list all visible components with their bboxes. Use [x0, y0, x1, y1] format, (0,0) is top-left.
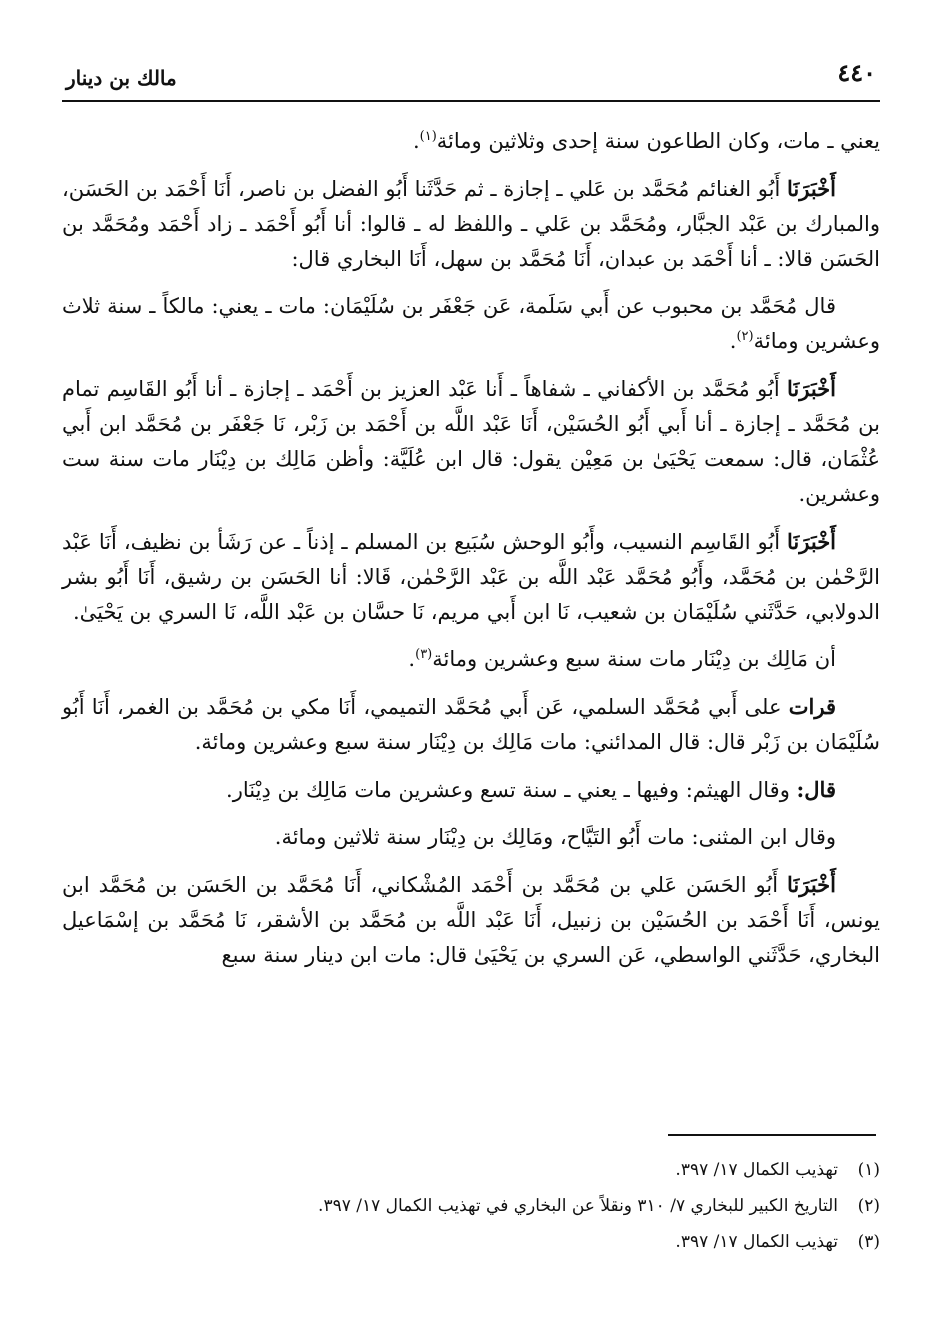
- paragraph-text: أَبُو الغنائم مُحَمَّد بن عَلي ـ إجازة ـ ثم حَدَّثَنا أَبُو الفضل بن ناصر، أَنَا أَحْمَد بن الحَسَن، والمبارك بن عَبْد الجبَّار، ومُحَمَّد بن عَلي ـ واللفظ له ـ قالوا: أنا أَبُو أَحْمَد ـ زاد أَحْمَد ومُحَمَّد بن الحَسَن قالا: ـ أنا أَحْمَد بن عبدان، أَنَا مُحَمَّد بن سهل، أَنَا البخاري قال:: [62, 177, 880, 271]
- footnote-number: (٣): [857, 1232, 880, 1252]
- footnote-3: [62, 1224, 880, 1260]
- paragraph-lead: قال:: [796, 777, 836, 802]
- paragraph-10: [62, 867, 880, 973]
- footnote-ref-3: (٣): [415, 647, 433, 662]
- paragraph-text: أَبُو مُحَمَّد بن الأكفاني ـ شفاهاً ـ أَنا عَبْد العزيز بن أَحْمَد ـ إجازة ـ أنا أَبُو القَاسِم تمام بن مُحَمَّد ـ إجازة ـ أنا أَبي أَبُو الحُسَيْن، أَنَا عَبْد اللَّه بن أَحْمَد بن زَبْر، نَا جَعْفَر بن مُحَمَّد ابن أَبي عُثْمَان، قال: سمعت يَحْيَىٰ بن مَعِيْن يقول: قال ابن عُلَيَّة: وأظن مَالِك بن دِيْنَار مات سنة ست وعشرين.: [62, 377, 880, 506]
- paragraph-4: [62, 371, 880, 512]
- paragraph-text: يعني ـ مات، وكان الطاعون سنة إحدى وثلاثين ومائة: [436, 129, 880, 153]
- paragraph-7: [62, 689, 880, 760]
- footnote-number: (٢): [857, 1196, 880, 1216]
- footnote-ref-2: (٢): [736, 329, 754, 344]
- main-text: [62, 124, 880, 973]
- footnote-text: التاريخ الكبير للبخاري ٧/ ٣١٠ ونقلاً عن البخاري في تهذيب الكمال ١٧/ ٣٩٧.: [318, 1196, 838, 1216]
- paragraph-end: .: [408, 647, 416, 671]
- page-header: [62, 56, 880, 102]
- footnote-divider: [668, 1134, 876, 1136]
- page-number: ٤٤٠: [837, 58, 876, 87]
- paragraph-2: [62, 171, 880, 277]
- paragraph-5: [62, 524, 880, 630]
- paragraph-lead: أَخْبَرَنَا: [787, 529, 837, 554]
- paragraph-lead: أَخْبَرَنَا: [787, 872, 836, 897]
- paragraph-6: [62, 642, 880, 677]
- footnote-2: [62, 1188, 880, 1224]
- running-title: مالك بن دينار: [66, 66, 177, 90]
- paragraph-1: [62, 124, 880, 159]
- footnote-text: تهذيب الكمال ١٧/ ٣٩٧.: [675, 1160, 838, 1180]
- footnotes: [62, 1152, 880, 1260]
- paragraph-lead: قرات: [788, 694, 836, 719]
- footnote-ref-1: (١): [419, 129, 437, 144]
- paragraph-text: أن مَالِك بن دِيْنَار مات سنة سبع وعشرين ومائة: [432, 647, 836, 671]
- footnote-1: [62, 1152, 880, 1188]
- footnote-text: تهذيب الكمال ١٧/ ٣٩٧.: [675, 1232, 838, 1252]
- paragraph-lead: أَخْبَرَنَا: [787, 176, 836, 201]
- paragraph-text: على أَبي مُحَمَّد السلمي، عَن أَبي مُحَمَّد التميمي، أَنَا مكي بن مُحَمَّد بن الغمر، أَنَا أَبُو سُلَيْمَان بن زَبْر قال: قال المدائني: مات مَالِك بن دِيْنَار سنة سبع وعشرين ومائة.: [62, 695, 880, 754]
- book-page: [62, 56, 880, 1296]
- paragraph-text: أَبُو الحَسَن عَلي بن مُحَمَّد بن أَحْمَد المُشْكاني، أَنَا مُحَمَّد بن الحَسَن بن مُحَمَّد ابن يونس، أَنَا أَحْمَد بن الحُسَيْن بن زنبيل، أَنَا عَبْد اللَّه بن مُحَمَّد بن الأشقر، نَا مُحَمَّد بن إسْمَاعيل البخاري، حَدَّثَني الواسطي، عَن السري بن يَحْيَىٰ قال: مات ابن دينار سنة سبع: [62, 873, 880, 967]
- paragraph-end: .: [729, 329, 737, 353]
- paragraph-text: وقال ابن المثنى: مات أَبُو التَيَّاح، ومَالِك بن دِيْنَار سنة ثلاثين ومائة.: [274, 825, 836, 849]
- paragraph-3: [62, 289, 880, 359]
- paragraph-lead: أَخْبَرَنَا: [787, 376, 836, 401]
- paragraph-text: وقال الهيثم: وفيها ـ يعني ـ سنة تسع وعشرين مات مَالِك بن دِيْنَار.: [226, 778, 790, 802]
- paragraph-text: أَبُو القَاسِم النسيب، وأَبُو الوحش سُبَيع بن المسلم ـ إذناً ـ عن رَشَأ بن نظيف، أَنَا عَبْد الرَّحْمٰن بن مُحَمَّد، وأَبُو مُحَمَّد عَبْد اللَّه بن عَبْد الرَّحْمٰن، قَالا: أنا الحَسَن بن رشيق، أَنَا أَبُو بشر الدولابي، حَدَّثَني سُلَيْمَان بن شعيب، نَا ابن أَبي مريم، نَا حسَّان بن عَبْد اللَّه، نَا السري بن يَحْيَىٰ.: [62, 530, 880, 624]
- paragraph-end: .: [412, 129, 420, 153]
- paragraph-9: [62, 820, 880, 855]
- footnote-number: (١): [857, 1160, 880, 1180]
- paragraph-text: قال مُحَمَّد بن محبوب عن أَبي سَلَمة، عَن جَعْفَر بن سُلَيْمَان: مات ـ يعني: مالكاً ـ سنة ثلاث وعشرين ومائة: [62, 294, 880, 353]
- paragraph-8: [62, 772, 880, 808]
